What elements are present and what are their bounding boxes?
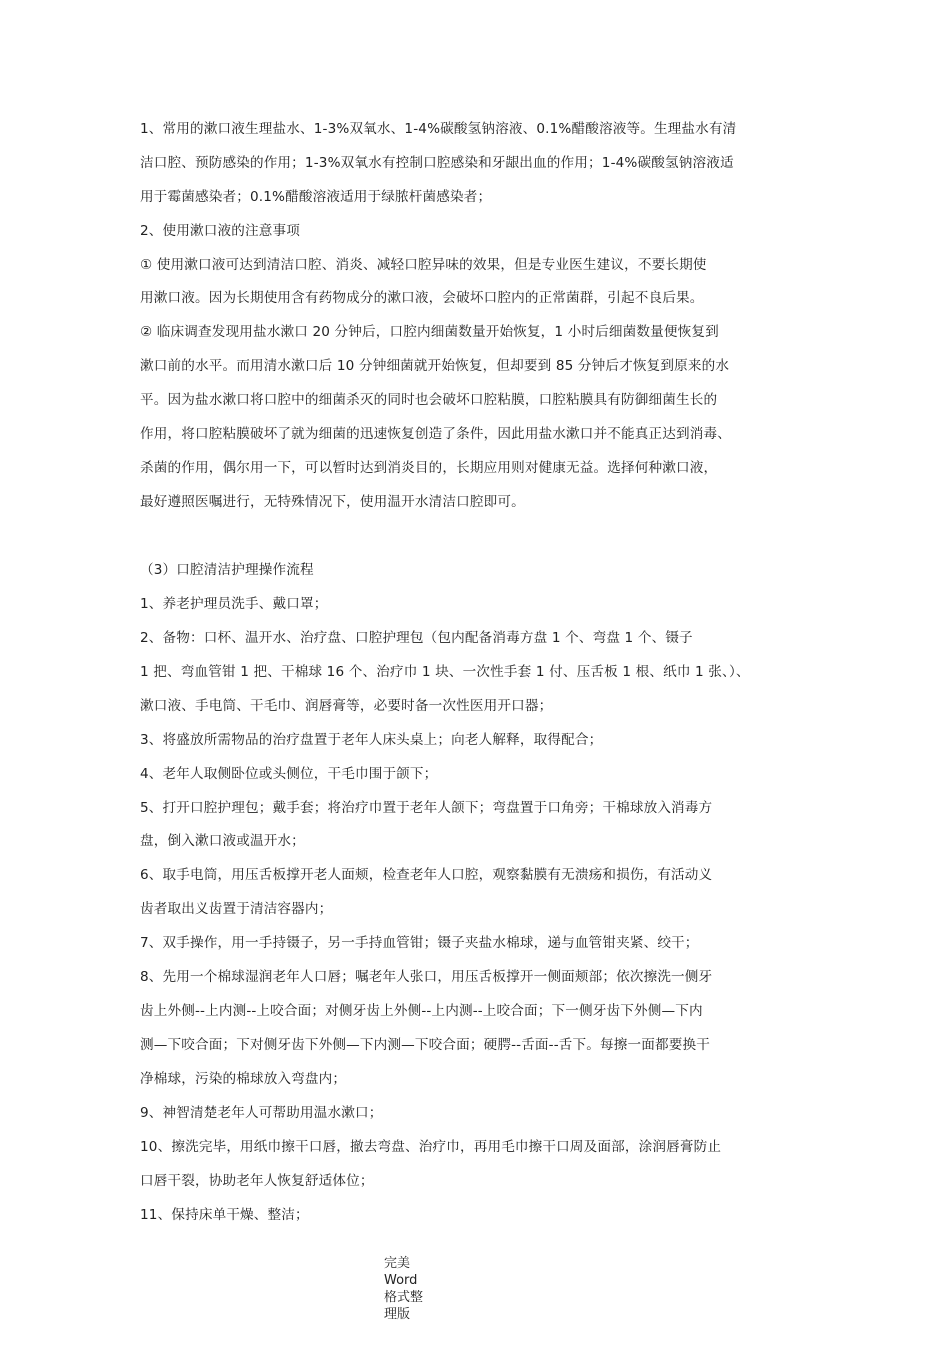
footer-line: 完美 xyxy=(384,1256,411,1271)
paragraph-line: 杀菌的作用，偶尔用一下，可以暂时达到消炎目的，长期应用则对健康无益。选择何种漱口液， xyxy=(140,460,718,476)
paragraph-line: 洁口腔、预防感染的作用；1-3%双氧水有控制口腔感染和牙龈出血的作用；1-4%碳酸氢钠溶液适 xyxy=(140,155,734,171)
list-item: 3、将盛放所需物品的治疗盘置于老年人床头桌上；向老人解释，取得配合； xyxy=(140,732,603,748)
list-item: 8、先用一个棉球湿润老年人口唇；嘱老年人张口，用压舌板撑开一侧面颊部；依次擦洗一侧牙 xyxy=(140,969,713,985)
list-item: 1 把、弯血管钳 1 把、干棉球 16 个、治疗巾 1 块、一次性手套 1 付、压舌板 1 根、纸巾 1 张、）、 xyxy=(140,664,750,680)
list-item: 11、保持床单干燥、整洁； xyxy=(140,1207,309,1223)
list-item: 7、双手操作，用一手持镊子，另一手持血管钳；镊子夹盐水棉球，递与血管钳夹紧、绞干； xyxy=(140,935,699,951)
list-item: 9、神智清楚老年人可帮助用温水漱口； xyxy=(140,1105,383,1121)
section-heading: （3）口腔清洁护理操作流程 xyxy=(140,562,314,578)
footer-line: 理版 xyxy=(384,1307,411,1322)
list-item: 测—下咬合面；下对侧牙齿下外侧—下内测—下咬合面；硬腭--舌面--舌下。每擦一面都要换干 xyxy=(140,1037,710,1053)
paragraph-line: 用漱口液。因为长期使用含有药物成分的漱口液，会破坏口腔内的正常菌群，引起不良后果。 xyxy=(140,290,704,306)
list-item: 5、打开口腔护理包；戴手套；将治疗巾置于老年人颌下；弯盘置于口角旁；干棉球放入消毒方 xyxy=(140,800,713,816)
list-item: 盘，倒入漱口液或温开水； xyxy=(140,833,305,849)
footer-line: 格式整 xyxy=(384,1290,424,1305)
list-item: 净棉球，污染的棉球放入弯盘内； xyxy=(140,1071,347,1087)
paragraph-line: 1、常用的漱口液生理盐水、1-3%双氧水、1-4%碳酸氢钠溶液、0.1%醋酸溶液等。生理盐水有清 xyxy=(140,121,737,137)
list-item: 2、备物：口杯、温开水、治疗盘、口腔护理包（包内配备消毒方盘 1 个、弯盘 1 个、镊子 xyxy=(140,630,693,646)
paragraph-line: 平。因为盐水漱口将口腔中的细菌杀灭的同时也会破坏口腔粘膜，口腔粘膜具有防御细菌生长的 xyxy=(140,392,718,408)
list-item-heading: 2、使用漱口液的注意事项 xyxy=(140,223,300,239)
footer-note xyxy=(384,1255,444,1323)
list-item: 4、老年人取侧卧位或头侧位，干毛巾围于颌下； xyxy=(140,766,438,782)
paragraph-line: 作用，将口腔粘膜破坏了就为细菌的迅速恢复创造了条件，因此用盐水漱口并不能真正达到消毒、 xyxy=(140,426,731,442)
footer-line: Word xyxy=(384,1273,418,1288)
list-item: 口唇干裂，协助老年人恢复舒适体位； xyxy=(140,1173,374,1189)
paragraph-line: ① 使用漱口液可达到清洁口腔、消炎、减轻口腔异味的效果，但是专业医生建议，不要长期使 xyxy=(140,257,707,273)
paragraph-line: 最好遵照医嘱进行，无特殊情况下，使用温开水清洁口腔即可。 xyxy=(140,494,525,510)
paragraph-line: 用于霉菌感染者；0.1%醋酸溶液适用于绿脓杆菌感染者； xyxy=(140,189,492,205)
paragraph-line: 漱口前的水平。而用清水漱口后 10 分钟细菌就开始恢复，但却要到 85 分钟后才恢复到原来的水 xyxy=(140,358,730,374)
list-item: 6、取手电筒，用压舌板撑开老人面颊，检查老年人口腔，观察黏膜有无溃疡和损伤，有活动义 xyxy=(140,867,713,883)
list-item: 齿上外侧--上内测--上咬合面；对侧牙齿上外侧--上内测--上咬合面；下一侧牙齿下外侧—下内 xyxy=(140,1003,703,1019)
list-item: 10、擦洗完毕，用纸巾擦干口唇，撤去弯盘、治疗巾，再用毛巾擦干口周及面部，涂润唇膏防止 xyxy=(140,1139,722,1155)
list-item: 齿者取出义齿置于清洁容器内； xyxy=(140,901,333,917)
paragraph-line: ② 临床调查发现用盐水漱口 20 分钟后，口腔内细菌数量开始恢复，1 小时后细菌数量便恢复到 xyxy=(140,324,719,340)
list-item: 漱口液、手电筒、干毛巾、润唇膏等，必要时备一次性医用开口器； xyxy=(140,698,553,714)
list-item: 1、养老护理员洗手、戴口罩； xyxy=(140,596,328,612)
